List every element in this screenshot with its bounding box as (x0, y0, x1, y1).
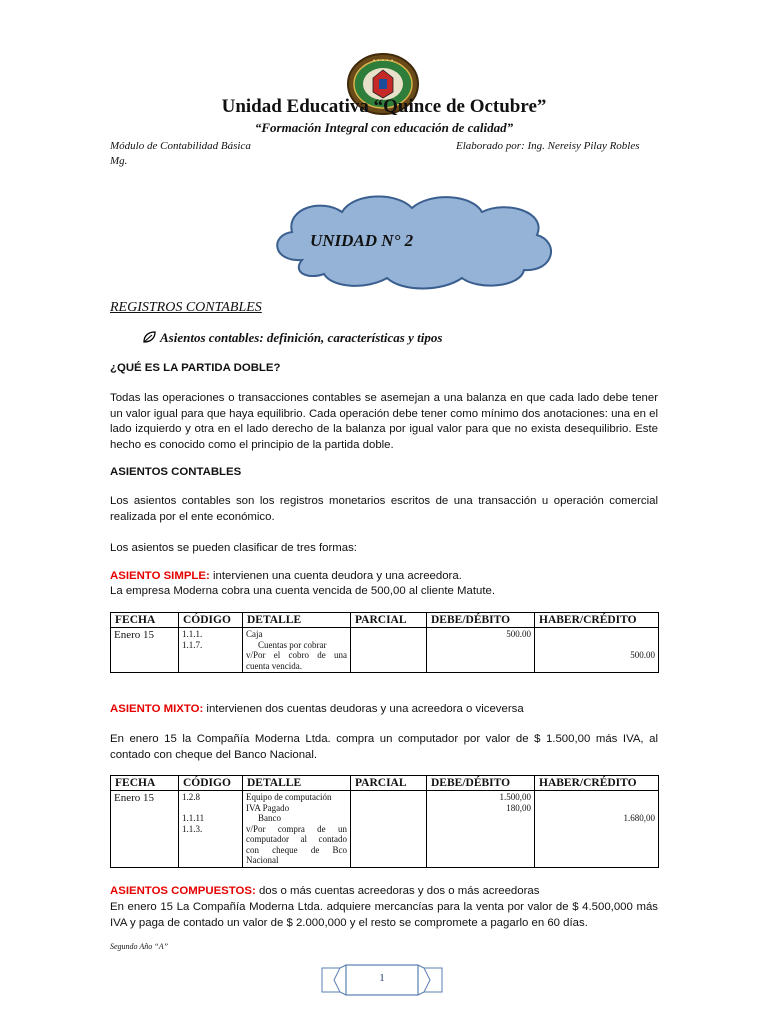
cell-fecha: Enero 15 (111, 628, 179, 673)
detail-line: cuenta vencida. (246, 660, 302, 671)
header-detalle: DETALLE (243, 613, 351, 628)
compuestos-example: En enero 15 La Compañía Moderna Ltda. adquiere mercancías para la venta por valor de $ 4.500,000 más IVA y paga de contado un valor de $ 2.000,000 y el resto se compromete a pagarlo en 60 días. (110, 901, 658, 929)
detail-line: v/Por compra de un (246, 823, 347, 834)
simple-definition (110, 569, 658, 585)
section-title: REGISTROS CONTABLES (110, 300, 262, 315)
detail-line: con cheque de Bco (246, 844, 347, 855)
footer-label: Segundo Año “A” (110, 942, 169, 951)
unit-title: UNIDAD N° 2 (310, 231, 414, 250)
motto: “Formación Integral con educación de calidad” (254, 120, 514, 135)
compuestos-label: ASIENTOS COMPUESTOS: (110, 885, 256, 897)
cell-detalle (243, 791, 351, 868)
leaf-bullet-icon (142, 330, 156, 344)
svg-text:• • • • •: • • • • • (372, 58, 394, 64)
cell-fecha: Enero 15 (111, 791, 179, 868)
simple-desc: intervienen una cuenta deudora y una acreedora. (209, 570, 462, 582)
partida-paragraph: Todas las operaciones o transacciones contables se asemejan a una balanza en que cada lado debe tener un valor igual para que haya equilibrio. Cada operación debe tener como mínimo dos anotaciones: una en el lado izquierdo y otra en el lado derecho de la balanza por igual valor para que no exista desequilibrio. Este hecho es conocido como el principio de la partida doble. (110, 392, 658, 451)
author-line: Elaborado por: Ing. Nereisy Pilay Robles (456, 140, 640, 152)
journal-table-mixto (110, 775, 659, 868)
haber-value: 1.680,00 (623, 813, 655, 823)
detail-line: Nacional (246, 855, 279, 865)
header-parcial: PARCIAL (351, 776, 427, 791)
debe-value: 1.500,00 (499, 792, 531, 802)
asientos-heading: ASIENTOS CONTABLES (110, 466, 242, 478)
code-line: 1.1.3. (182, 823, 203, 834)
header-codigo: CÓDIGO (179, 776, 243, 791)
header-fecha: FECHA (111, 613, 179, 628)
page-number: 1 (379, 972, 385, 984)
header-fecha: FECHA (111, 776, 179, 791)
partida-heading: ¿QUÉ ES LA PARTIDA DOBLE? (110, 362, 281, 374)
school-title: Unidad Educativa “Quince de Octubre” (221, 96, 547, 117)
module-name: Módulo de Contabilidad Básica (110, 140, 251, 152)
mixto-definition (110, 702, 658, 718)
cell-parcial (351, 791, 427, 868)
cell-codigo (179, 791, 243, 868)
header-detalle: DETALLE (243, 776, 351, 791)
header-codigo: CÓDIGO (179, 613, 243, 628)
table-row (111, 791, 659, 868)
header-debe: DEBE/DÉBITO (427, 776, 535, 791)
mixto-example: En enero 15 la Compañía Moderna Ltda. compra un computador por valor de $ 1.500,00 más IVA, al contado con cheque del Banco Nacional. (110, 733, 658, 761)
detail-line: computador al contado (246, 834, 347, 844)
code-line: 1.1.11 (182, 813, 205, 823)
cell-codigo (179, 628, 243, 673)
mixto-label: ASIENTO MIXTO: (110, 703, 204, 715)
code-line: 1.2.8 (182, 792, 200, 802)
compuestos-desc: dos o más cuentas acreedoras y dos o más acreedoras (255, 885, 540, 897)
header-haber: HABER/CRÉDITO (535, 613, 659, 628)
author-suffix: Mg. (110, 155, 128, 167)
cell-haber (535, 791, 659, 868)
bullet-topic: Asientos contables: definición, características y tipos (160, 330, 443, 345)
simple-example: La empresa Moderna cobra una cuenta vencida de 500,00 al cliente Matute. (110, 585, 496, 597)
haber-value: 500.00 (630, 650, 655, 660)
header-haber: HABER/CRÉDITO (535, 776, 659, 791)
header-parcial: PARCIAL (351, 613, 427, 628)
cell-haber (535, 628, 659, 673)
journal-table-simple (110, 612, 659, 673)
code-line: 1.1.7. (182, 639, 203, 650)
table-header-row (111, 613, 659, 628)
table-header-row (111, 776, 659, 791)
classify-text: Los asientos se pueden clasificar de tres formas: (110, 542, 357, 554)
header-debe: DEBE/DÉBITO (427, 613, 535, 628)
detail-line: Cuentas por cobrar (258, 639, 327, 650)
asientos-paragraph: Los asientos contables son los registros monetarios escritos de una transacción u operación comercial realizada por el ente económico. (110, 495, 658, 523)
detail-line: IVA Pagado (246, 802, 290, 813)
debe-value: 180,00 (506, 802, 531, 813)
table-row (111, 628, 659, 673)
cell-detalle (243, 628, 351, 673)
compuestos-definition (110, 884, 658, 900)
cell-debe (427, 791, 535, 868)
detail-line: v/Por el cobro de una (246, 650, 347, 660)
cell-debe: 500.00 (427, 628, 535, 673)
cell-parcial (351, 628, 427, 673)
mixto-desc: intervienen dos cuentas deudoras y una acreedora o viceversa (203, 703, 524, 715)
detail-line: Caja (246, 629, 263, 639)
code-line: 1.1.1. (182, 629, 203, 639)
detail-line: Equipo de computación (246, 792, 332, 802)
detail-line: Banco (258, 813, 281, 823)
simple-label: ASIENTO SIMPLE: (110, 570, 210, 582)
